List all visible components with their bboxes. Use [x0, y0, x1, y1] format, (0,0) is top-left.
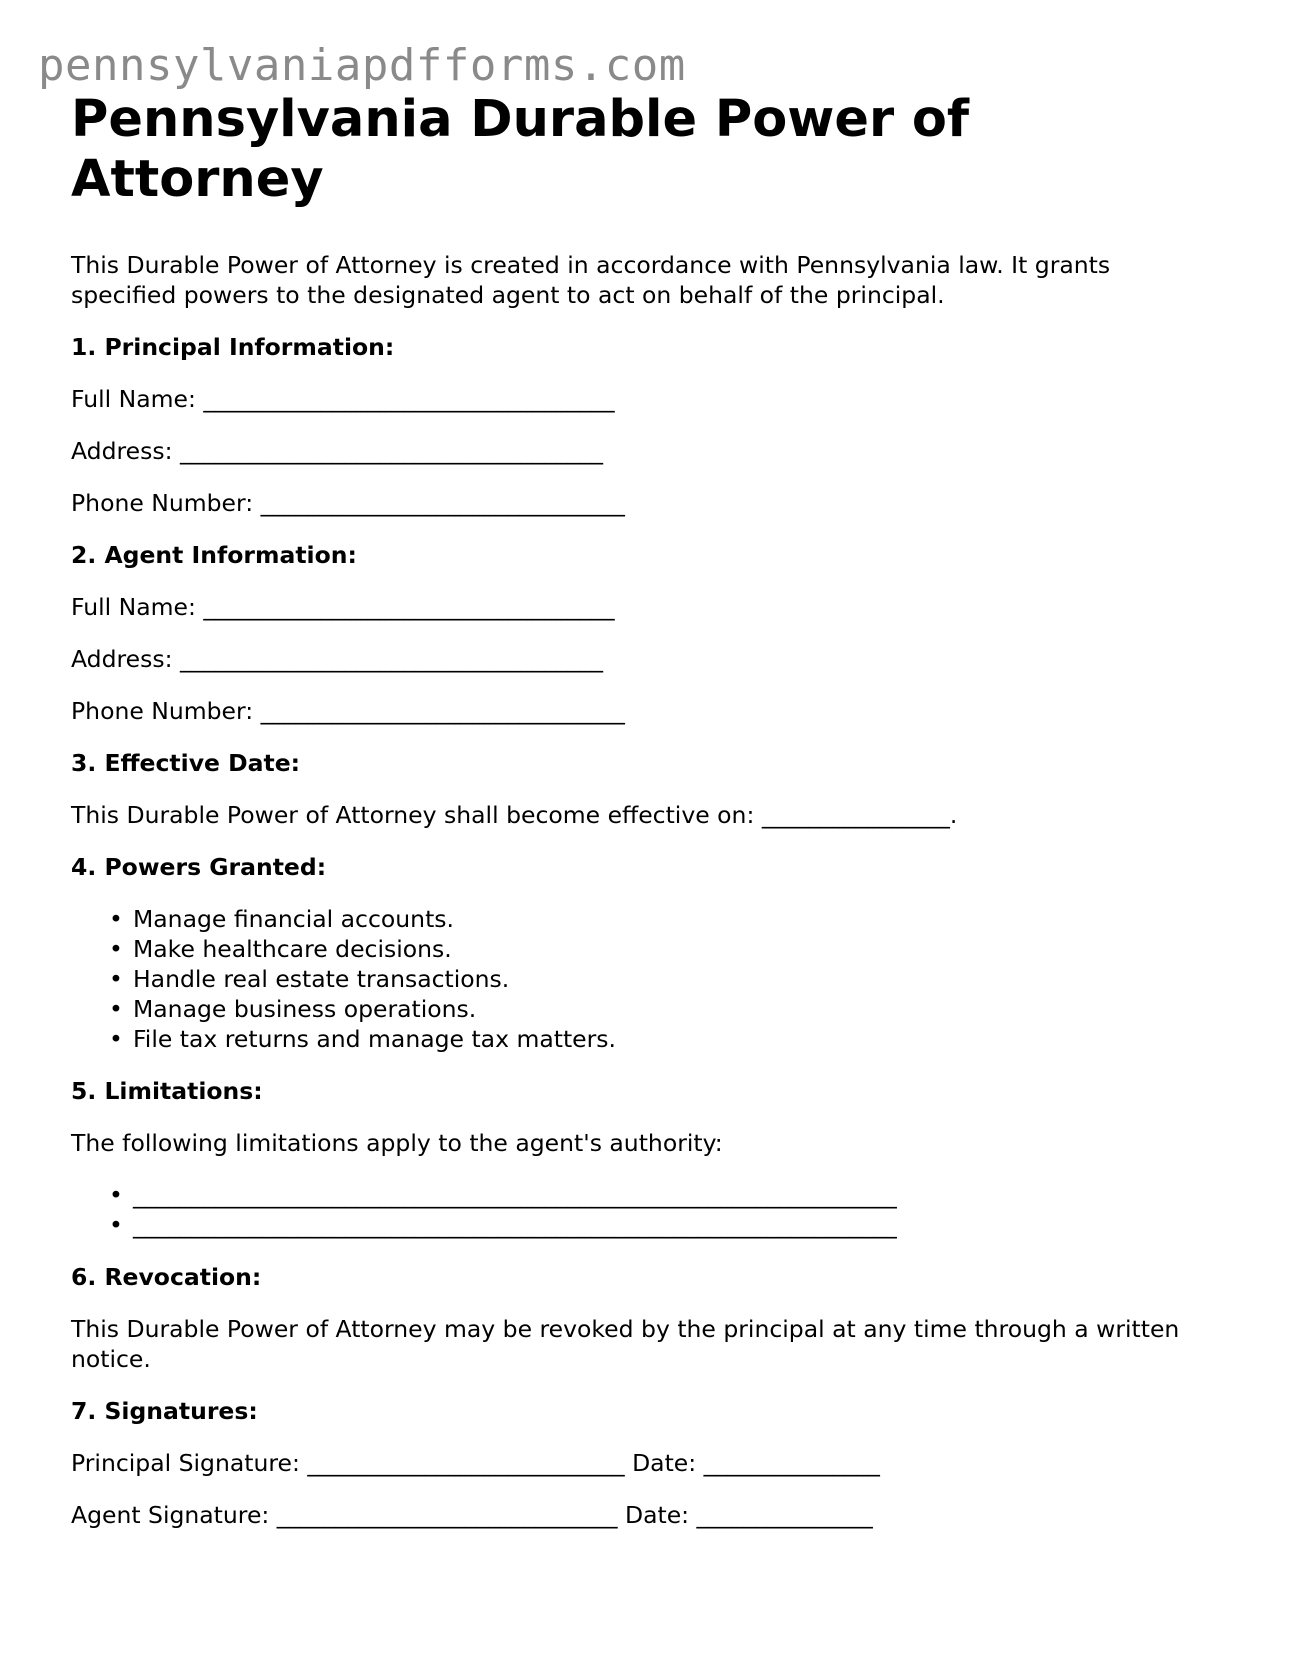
list-item	[109, 1024, 1221, 1054]
section-heading-revocation: 6. Revocation:	[71, 1263, 262, 1291]
bullet-icon: •	[109, 905, 123, 933]
limitations-intro: The following limitations apply to the agent's authority:	[71, 1129, 723, 1157]
section-revocation	[71, 1262, 1221, 1374]
limitations-list	[71, 1180, 1221, 1240]
watermark-site-name: pennsylvaniapdfforms.com	[38, 40, 686, 91]
section-heading-effective-date: 3. Effective Date:	[71, 749, 301, 777]
powers-list	[71, 904, 1221, 1054]
section-signatures	[71, 1396, 1221, 1530]
revocation-paragraph: This Durable Power of Attorney may be revoked by the principal at any time through a written notice.	[71, 1315, 1180, 1373]
limitation-blank-field[interactable]: _________________________________________________________________	[133, 1211, 897, 1239]
list-item	[109, 934, 1221, 964]
bullet-icon: •	[109, 995, 123, 1023]
section-heading-powers: 4. Powers Granted:	[71, 853, 327, 881]
section-heading-signatures: 7. Signatures:	[71, 1397, 258, 1425]
agent-signature-field[interactable]: Agent Signature: _____________________________ Date: _______________	[71, 1501, 873, 1529]
power-item-text: Make healthcare decisions.	[133, 935, 452, 963]
document-body	[71, 90, 1221, 1530]
section-effective-date	[71, 748, 1221, 830]
principal-address-field[interactable]: Address: ____________________________________	[71, 437, 603, 465]
principal-signature-field[interactable]: Principal Signature: ___________________________ Date: _______________	[71, 1449, 880, 1477]
agent-phone-field[interactable]: Phone Number: _______________________________	[71, 697, 625, 725]
page-title: Pennsylvania Durable Power of Attorney	[71, 90, 970, 209]
bullet-icon: •	[109, 935, 123, 963]
list-item	[109, 1210, 1221, 1240]
section-heading-principal: 1. Principal Information:	[71, 333, 395, 361]
list-item	[109, 994, 1221, 1024]
section-heading-limitations: 5. Limitations:	[71, 1077, 263, 1105]
bullet-icon: •	[109, 1181, 123, 1209]
section-principal-information	[71, 332, 1221, 518]
list-item	[109, 904, 1221, 934]
agent-address-field[interactable]: Address: ____________________________________	[71, 645, 603, 673]
section-limitations	[71, 1076, 1221, 1240]
power-item-text: Handle real estate transactions.	[133, 965, 510, 993]
power-item-text: Manage financial accounts.	[133, 905, 454, 933]
bullet-icon: •	[109, 1211, 123, 1239]
section-powers-granted	[71, 852, 1221, 1054]
agent-full-name-field[interactable]: Full Name: ___________________________________	[71, 593, 615, 621]
bullet-icon: •	[109, 965, 123, 993]
bullet-icon: •	[109, 1025, 123, 1053]
section-heading-agent: 2. Agent Information:	[71, 541, 357, 569]
intro-paragraph: This Durable Power of Attorney is created in accordance with Pennsylvania law. It grants specified powers to the designated agent to act on behalf of the principal.	[71, 251, 1111, 309]
section-agent-information	[71, 540, 1221, 726]
power-item-text: File tax returns and manage tax matters.	[133, 1025, 617, 1053]
list-item	[109, 1180, 1221, 1210]
list-item	[109, 964, 1221, 994]
power-item-text: Manage business operations.	[133, 995, 477, 1023]
effective-date-field[interactable]: This Durable Power of Attorney shall become effective on: ________________.	[71, 801, 958, 829]
limitation-blank-field[interactable]: _________________________________________________________________	[133, 1181, 897, 1209]
principal-full-name-field[interactable]: Full Name: ___________________________________	[71, 385, 615, 413]
principal-phone-field[interactable]: Phone Number: _______________________________	[71, 489, 625, 517]
